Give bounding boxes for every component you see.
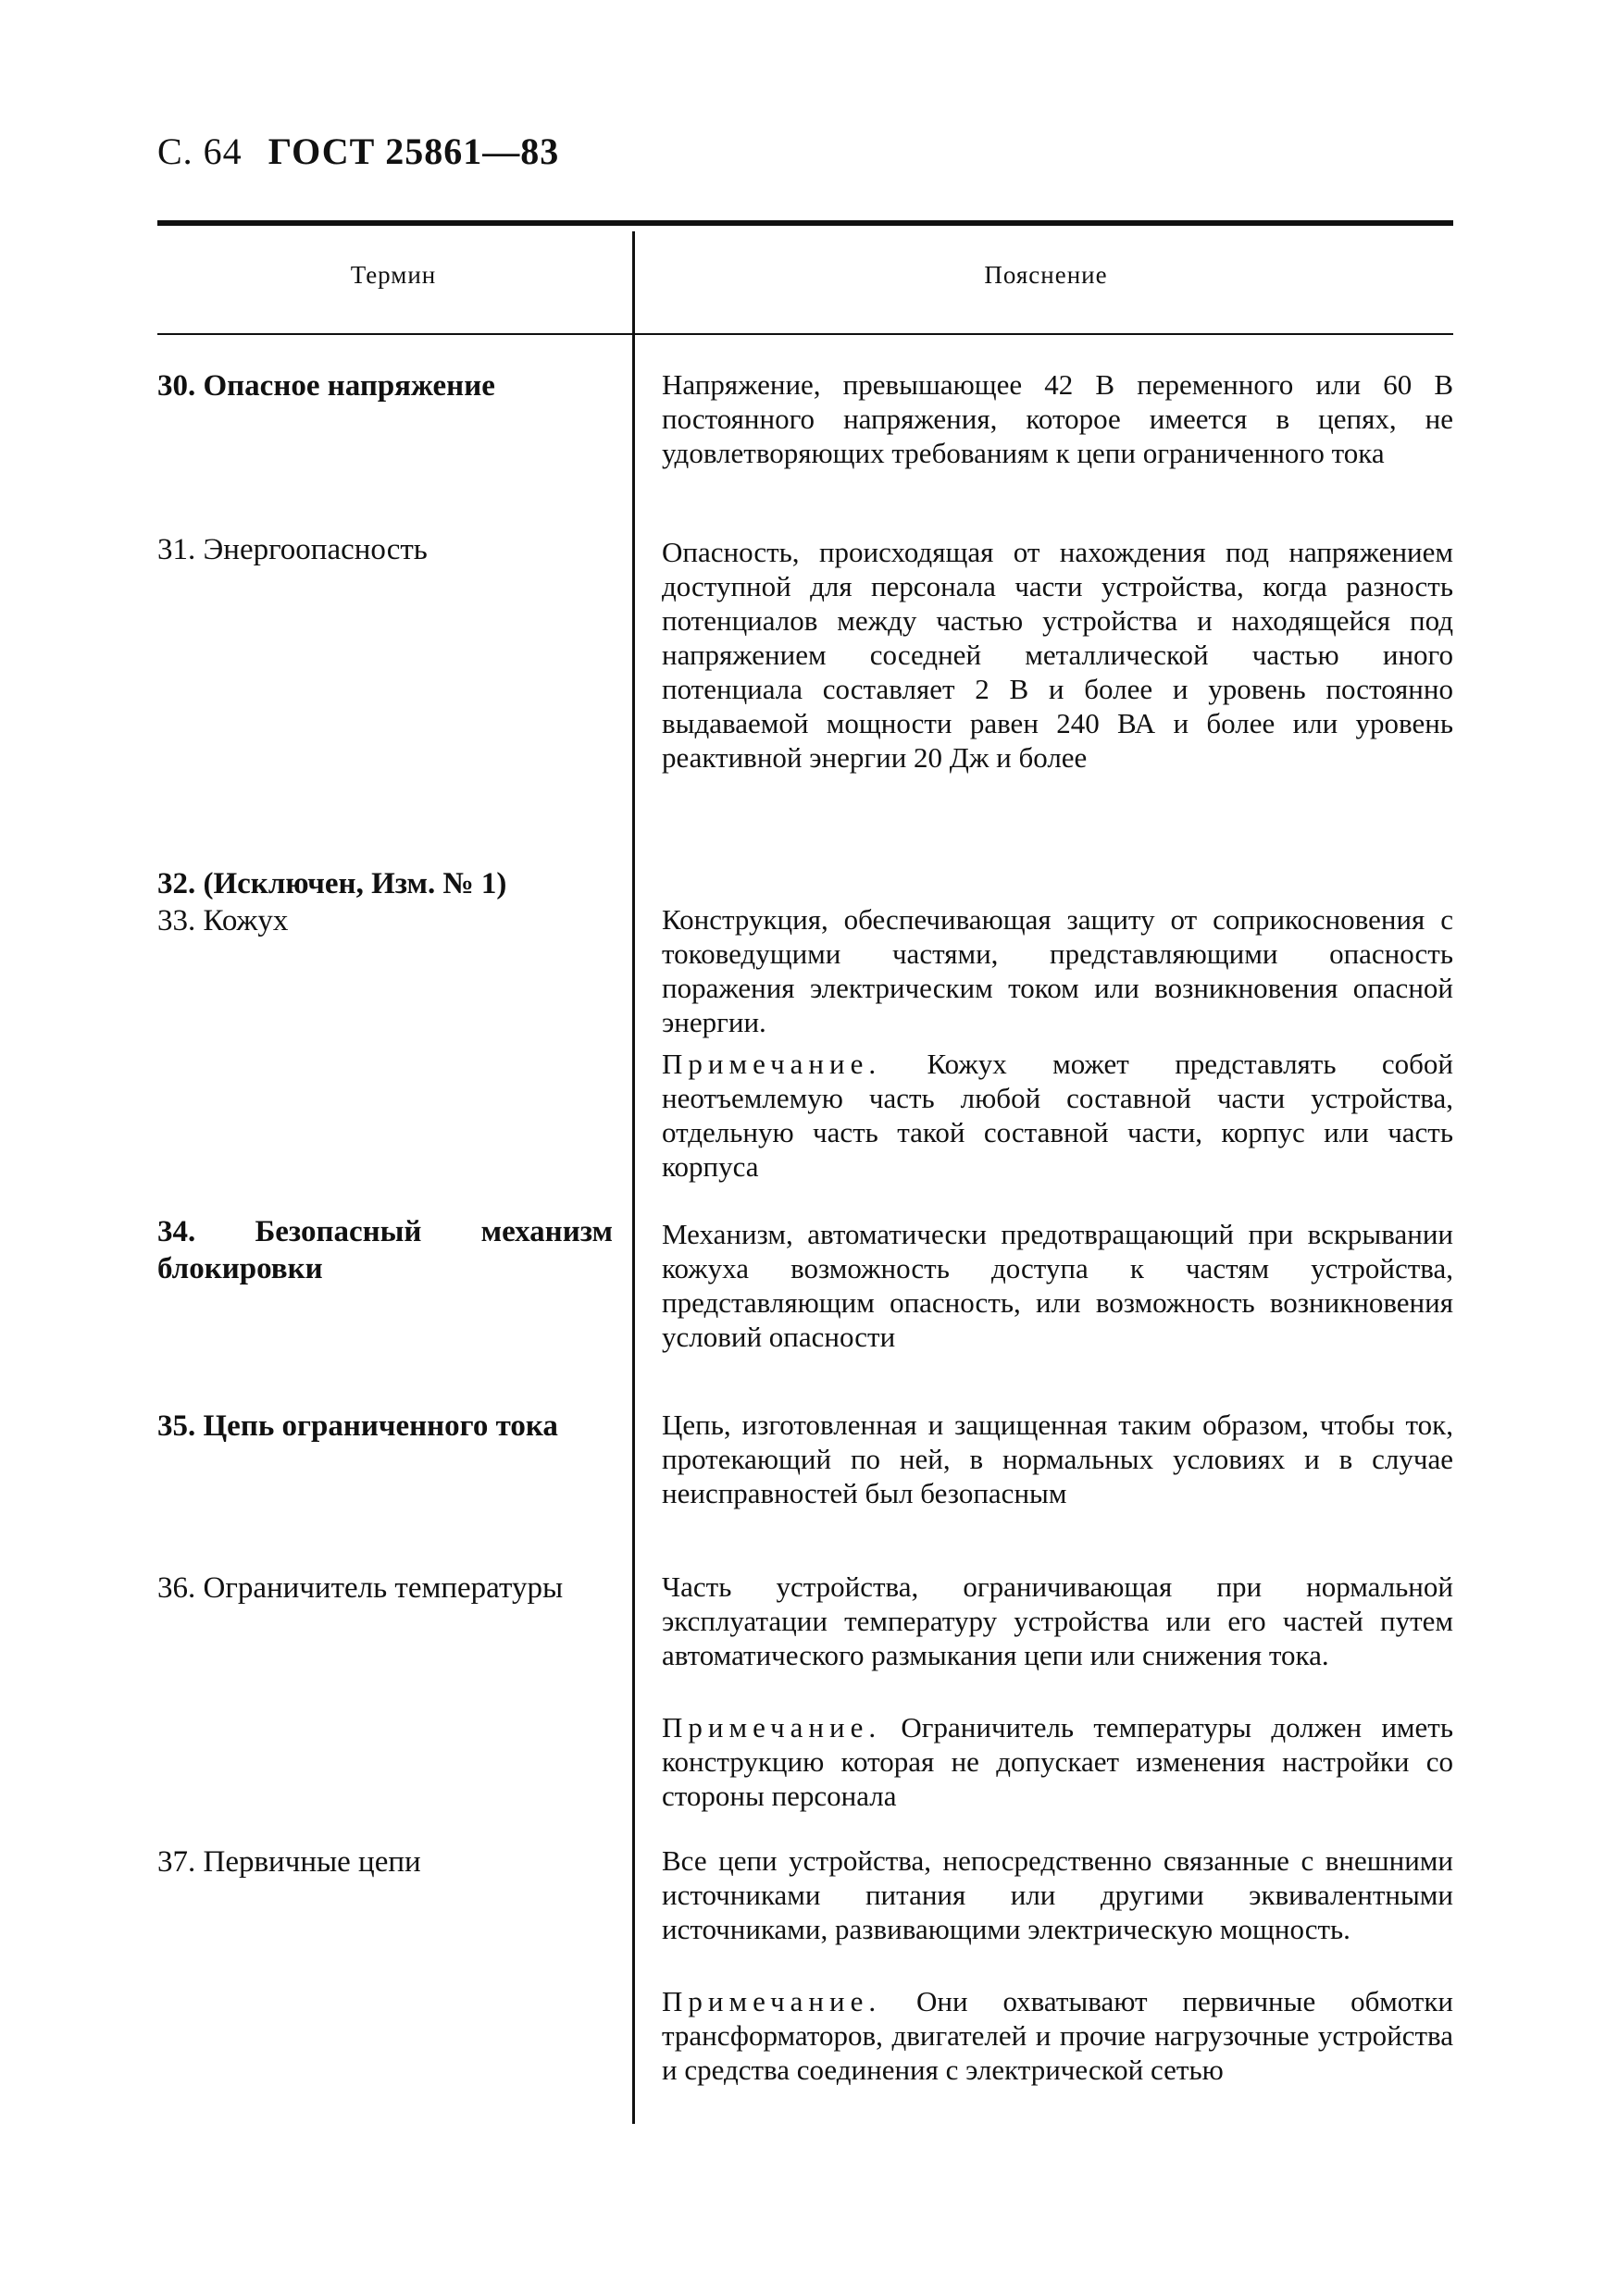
term-31: 31. Энергоопасность [157,533,428,566]
note-label: Примечание. [662,1711,882,1744]
term-32: 32. (Исключен, Изм. № 1) [157,867,507,900]
explanation-37: Все цепи устройства, непосредственно связанные с внешними источниками питания или другими эквивалентными источниками, развивающими электрическую мощность. [662,1844,1453,1945]
term-34: 34. Безопасный механизм блокировки [157,1215,613,1285]
explanation-34: Механизм, автоматически предотвращающий при вскрывании кожуха возможность доступа к частям устройства, представляющим опасность, или возможность возникновения условий опасности [662,1218,1453,1353]
explanation-31: Опасность, происходящая от нахождения под напряжением доступной для персонала части устройства, когда разность потенциалов между частью устройства и находящейся под напряжением соседней металлической частью иного потенциала составляет 2 В и более и уровень постоянно выдаваемой мощности равен 240 ВА и более или уровень реактивной энергии 20 Дж и более [662,536,1453,774]
note-37 [662,1984,1453,2087]
standard-title: ГОСТ 25861—83 [268,130,560,172]
note-text: Кожух может представлять собой неотъемлемую часть любой составной части устройства, отдельную часть такой составной части, корпус или часть корпуса [662,1048,1453,1183]
explanation-35: Цепь, изготовленная и защищенная таким образом, чтобы ток, протекающий по ней, в нормальных условиях и в случае неисправностей был безопасным [662,1409,1453,1509]
explanation-36: Часть устройства, ограничивающая при нормальной эксплуатации температуру устройства или его частей путем автоматического размыкания цепи или снижения тока. [662,1570,1453,1671]
column-header-explanation: Пояснение [984,261,1108,289]
column-divider [632,231,635,2124]
explanation-33: Конструкция, обеспечивающая защиту от соприкосновения с токоведущими частями, представляющими опасность поражения электрическим током или возникновения опасной энергии. [662,903,1453,1038]
term-36: 36. Ограничитель температуры [157,1571,564,1605]
note-text: Ограничитель температуры должен иметь конструкцию которая не допускает изменения настройки со стороны персонала [662,1711,1453,1812]
term-33: 33. Кожух [157,904,289,937]
note-text: Они охватывают первичные обмотки трансформаторов, двигателей и прочие нагрузочные устройства и средства соединения с электрической сетью [662,1985,1453,2086]
note-33 [662,1047,1453,1184]
table-top-rule [157,220,1453,226]
page-header [157,130,559,173]
term-37: 37. Первичные цепи [157,1845,421,1879]
page-number: С. 64 [157,130,243,172]
term-30: 30. Опасное напряжение [157,369,495,403]
note-36 [662,1710,1453,1813]
term-35: 35. Цепь ограниченного тока [157,1409,558,1443]
column-header-term: Термин [350,261,437,289]
note-label: Примечание. [662,1048,882,1080]
table-header-rule [157,333,1453,335]
note-label: Примечание. [662,1985,882,2017]
explanation-30: Напряжение, превышающее 42 В переменного или 60 В постоянного напряжения, которое имеется в цепях, не удовлетворяющих требованиям к цепи ограниченного тока [662,368,1453,469]
